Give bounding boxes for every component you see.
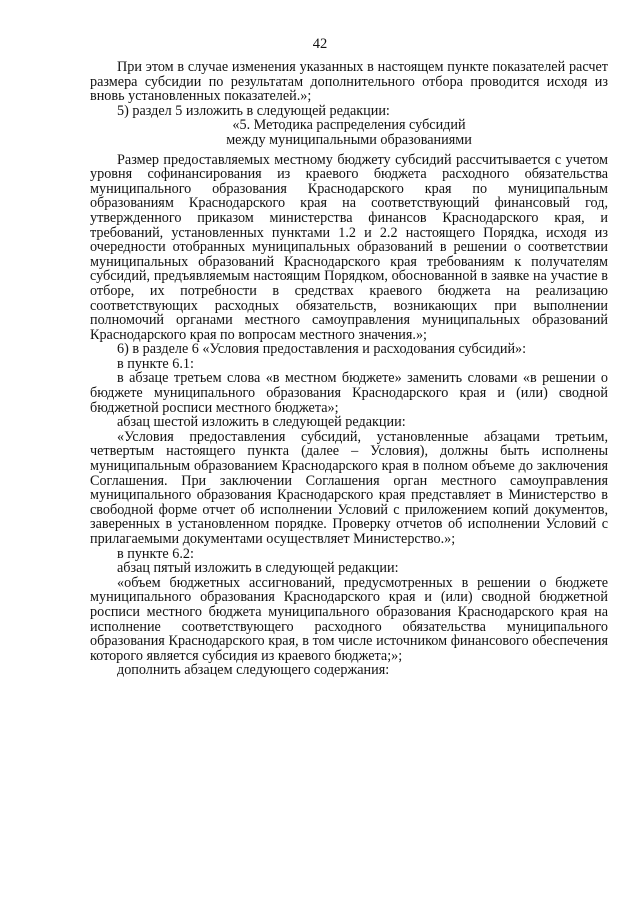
- paragraph: абзац пятый изложить в следующей редакции:: [117, 560, 399, 577]
- section-heading: между муниципальными образованиями: [226, 131, 472, 148]
- section-heading: «5. Методика распределения субсидий: [232, 117, 466, 134]
- paragraph: 5) раздел 5 изложить в следующей редакции:: [117, 102, 390, 119]
- paragraph: в абзаце третьем слова «в местном бюджете» заменить словами «в решении о бюджете муниципального образования Краснодарского края и (или) сводной бюджетной росписи местного бюджета»;: [90, 370, 608, 416]
- paragraph: абзац шестой изложить в следующей редакции:: [117, 414, 406, 431]
- paragraph: в пункте 6.1:: [117, 355, 194, 372]
- page-number: 42: [312, 36, 328, 52]
- paragraph: Размер предоставляемых местному бюджету субсидий рассчитывается с учетом уровня софинансирования из краевого бюджета расходного обязательства муниципального образования Краснодарского края по муниципальным образованиям Краснодарского края на соответствующий финансовый год, утвержденного приказом министерства финансов Краснодарского края, и требований, установленных пунктами 1.2 и 2.2 настоящего Порядка, исходя из очередности отобранных муниципальных образований в решении о соответствии муниципальных образований Краснодарского края требованиям к получателям субсидий, предъявляемым настоящим Порядком, обоснованной в заявке на участие в отборе, их потребности в средствах краевого бюджета на реализацию соответствующих расходных обязательств, возникающих при выполнении полномочий органами местного самоуправления муниципальных образований Краснодарского края по вопросам местного значения.»;: [90, 151, 608, 343]
- paragraph: «Условия предоставления субсидий, установленные абзацами третьим, четвертым настоящего пункта (далее – Условия), должны быть исполнены муниципальным образованием Краснодарского края в полном объеме до заключения Соглашения. При заключении Соглашения орган местного самоуправления муниципального образования Краснодарского края представляет в Министерство в свободной форме отчет об исполнении Условий с приложением копий документов, заверенных в установленном порядке. Проверку отчетов об исполнении Условий с прилагаемыми документами осуществляет Министерство.»;: [90, 428, 608, 547]
- paragraph: При этом в случае изменения указанных в настоящем пункте показателей расчет размера субсидии по результатам дополнительного отбора проводится исходя из вновь установленных показателей.»;: [90, 59, 608, 105]
- paragraph: дополнить абзацем следующего содержания:: [117, 662, 390, 679]
- paragraph: «объем бюджетных ассигнований, предусмотренных в решении о бюджете муниципального образования Краснодарского края и (или) сводной бюджетной росписи местного бюджета муниципального образования Краснодарского края на исполнение соответствующего расходного обязательства муниципального образования Краснодарского края, в том числе источником финансового обеспечения которого является субсидия из краевого бюджета;»;: [90, 574, 608, 664]
- document-body: [90, 60, 608, 678]
- paragraph: 6) в разделе 6 «Условия предоставления и расходования субсидий»:: [117, 341, 527, 358]
- paragraph: в пункте 6.2:: [117, 545, 194, 562]
